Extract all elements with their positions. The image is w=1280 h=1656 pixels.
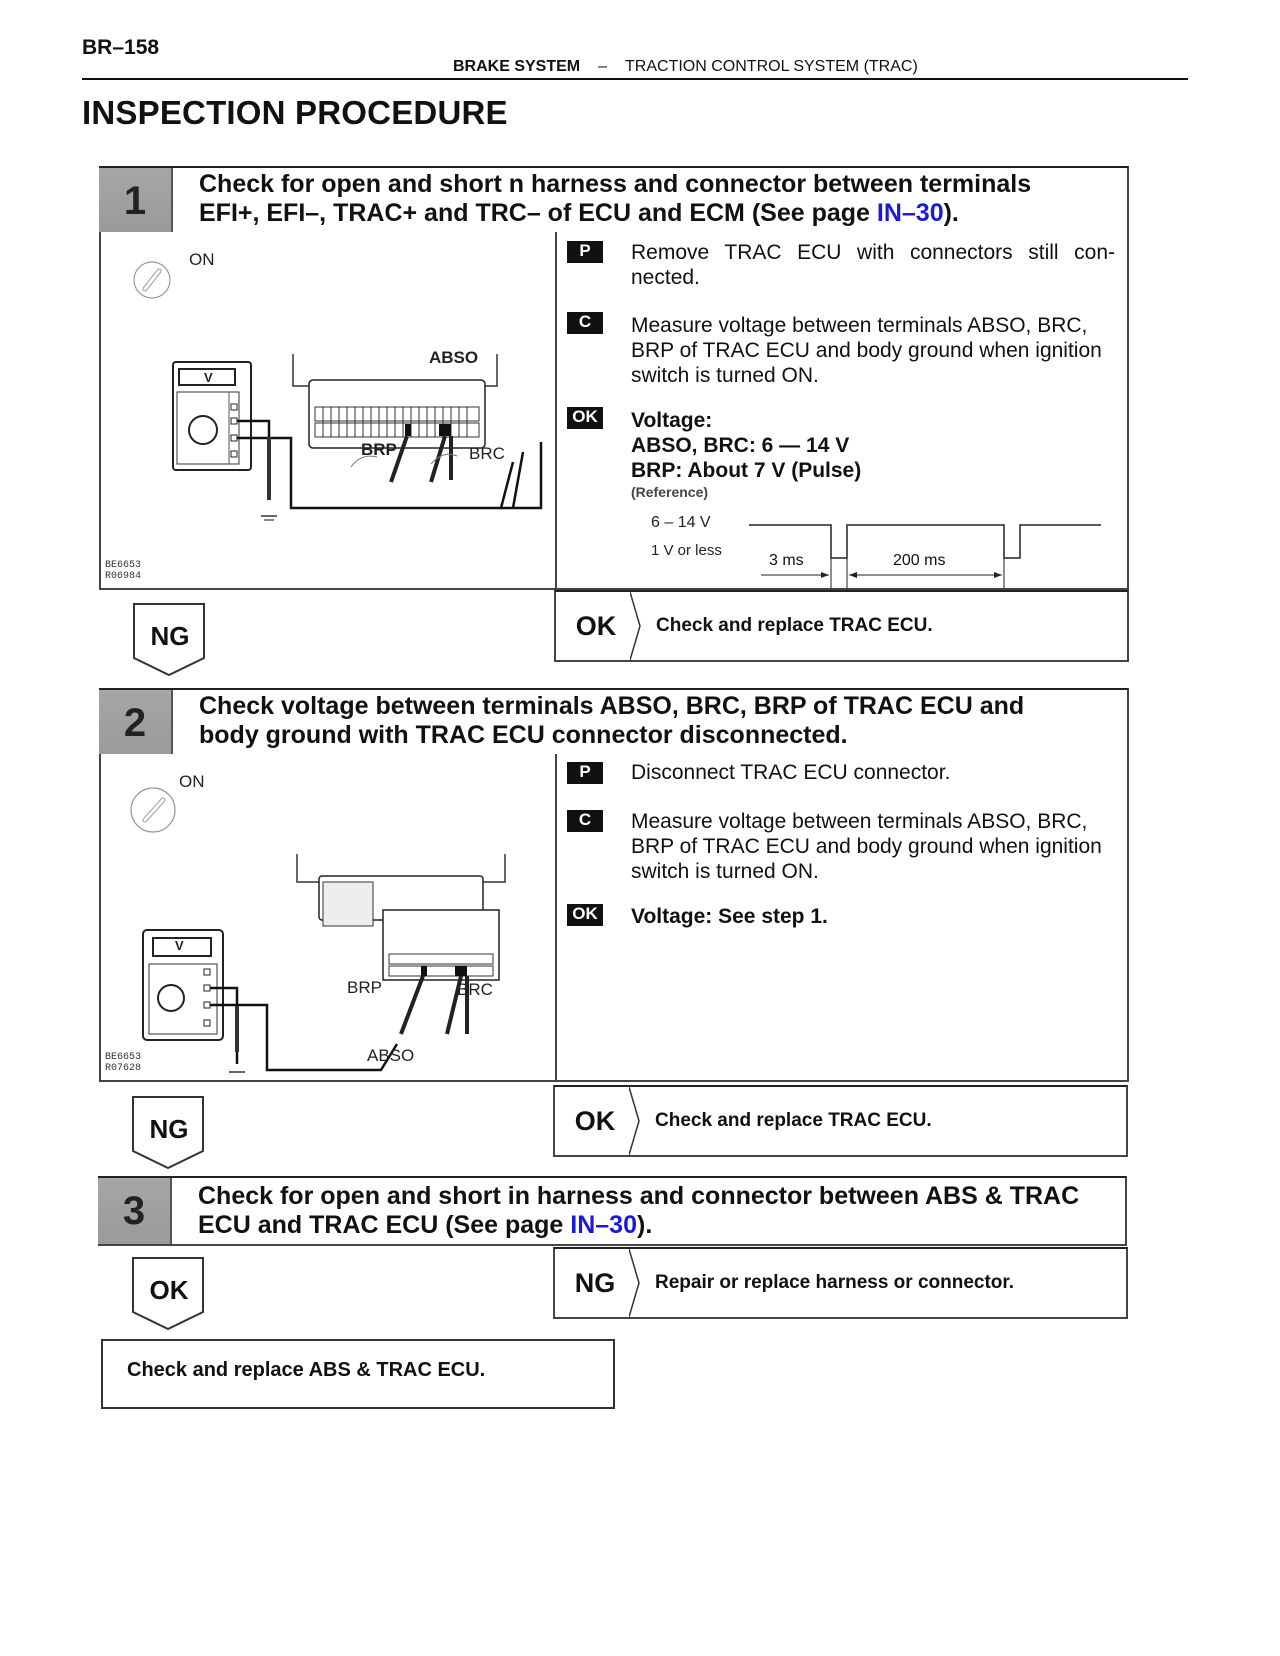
step-title: Check voltage between terminals ABSO, BRC, BRP of TRAC ECU and body ground with TRAC ECU connector disconnected. — [199, 692, 1025, 749]
preparation-text: Disconnect TRAC ECU connector. — [631, 761, 951, 784]
abso-label: ABSO — [429, 348, 479, 367]
running-header — [453, 58, 918, 76]
result-text: Check and replace TRAC ECU. — [656, 615, 933, 636]
waveform-low-label: 1 V or less — [651, 542, 722, 559]
ok-label: OK — [149, 1275, 189, 1305]
result-text: Repair or replace harness or connector. — [655, 1272, 1015, 1293]
step-number: 2 — [99, 690, 173, 756]
step-3-header — [98, 1176, 1127, 1246]
ng-label: NG — [149, 1114, 189, 1144]
check-text: Measure voltage between terminals ABSO, BRC, BRP of TRAC ECU and body ground when ignition switch is turned ON. — [631, 810, 1102, 883]
step-3-ng-result — [553, 1247, 1128, 1319]
step-1-illustration — [101, 232, 557, 588]
preparation-text: Remove TRAC ECU with connectors still con-nected. — [631, 241, 1115, 289]
meter-v-label: V — [204, 370, 213, 385]
chevron-divider-icon — [629, 1249, 643, 1317]
ok-flow-arrow — [132, 1257, 206, 1333]
chevron-divider-icon — [629, 1087, 643, 1155]
page-title: INSPECTION PROCEDURE — [82, 94, 508, 131]
brc-label: BRC — [469, 444, 505, 463]
page-link-in30[interactable]: IN–30 — [570, 1211, 637, 1239]
pulse-width-label: 3 ms — [769, 552, 804, 569]
header-rule — [82, 78, 1188, 80]
c-badge: C — [567, 312, 603, 334]
step-title: Check for open and short in harness and connector between ABS & TRAC ECU and TRAC ECU (See page IN–30). — [198, 1182, 1080, 1239]
figure-code: BE6653 R07628 — [105, 1052, 142, 1074]
pulse-waveform-icon — [741, 512, 1121, 588]
waveform-high-label: 6 – 14 V — [651, 514, 711, 531]
ng-flow-arrow — [132, 1096, 206, 1172]
ng-label: NG — [574, 1267, 616, 1298]
figure-code: BE6653 R06984 — [105, 560, 142, 582]
ignition-on-label: ON — [189, 250, 215, 269]
step-title: Check for open and short n harness and connector between terminals EFI+, EFI–, TRAC+ and TRC– of ECU and ECM (See page IN–30). — [199, 170, 1032, 227]
ok-label: OK — [575, 610, 617, 641]
step-number: 1 — [99, 168, 173, 234]
step-2-panel — [99, 754, 1129, 1082]
abso-label: ABSO — [367, 1046, 415, 1065]
multimeter-connector-diagram-icon — [101, 754, 555, 1080]
step-1-header — [99, 166, 1129, 236]
header-separator: – — [598, 58, 608, 75]
subsection-title: TRACTION CONTROL SYSTEM (TRAC) — [625, 58, 918, 75]
final-action-box — [101, 1339, 615, 1409]
chevron-divider-icon — [630, 592, 644, 660]
step-2-header — [99, 688, 1129, 758]
c-badge: C — [567, 810, 603, 832]
brc-label: BRC — [457, 980, 493, 999]
step-1-panel — [99, 232, 1129, 590]
page-link-in30[interactable]: IN–30 — [876, 199, 944, 227]
p-badge: P — [567, 762, 603, 784]
ok-label: OK — [574, 1105, 616, 1136]
ok-badge: OK — [567, 904, 603, 926]
ok-criteria: Voltage: See step 1. — [631, 905, 828, 928]
step-2-ok-result — [553, 1085, 1128, 1157]
section-title: BRAKE SYSTEM — [453, 58, 581, 75]
brp-label: BRP — [347, 978, 382, 997]
reference-label: (Reference) — [631, 484, 709, 500]
meter-v-label: V — [175, 938, 184, 953]
check-text: Measure voltage between terminals ABSO, BRC, BRP of TRAC ECU and body ground when ignition switch is turned ON. — [631, 314, 1102, 387]
period-label: 200 ms — [893, 552, 946, 569]
ignition-on-label: ON — [179, 772, 205, 791]
page-number: BR–158 — [82, 36, 160, 59]
brp-label: BRP — [361, 440, 397, 459]
ng-flow-arrow — [133, 603, 207, 679]
step-1-ok-result — [554, 590, 1129, 662]
result-text: Check and replace TRAC ECU. — [655, 1110, 932, 1131]
step-number: 3 — [98, 1178, 172, 1244]
final-action-text: Check and replace ABS & TRAC ECU. — [127, 1359, 486, 1381]
ng-label: NG — [150, 621, 190, 651]
multimeter-ecu-diagram-icon — [101, 232, 555, 588]
ok-criteria: Voltage: ABSO, BRC: 6 — 14 V BRP: About 7 V (Pulse) — [631, 409, 862, 482]
ok-badge: OK — [567, 407, 603, 429]
p-badge: P — [567, 241, 603, 263]
step-2-illustration — [101, 754, 557, 1080]
